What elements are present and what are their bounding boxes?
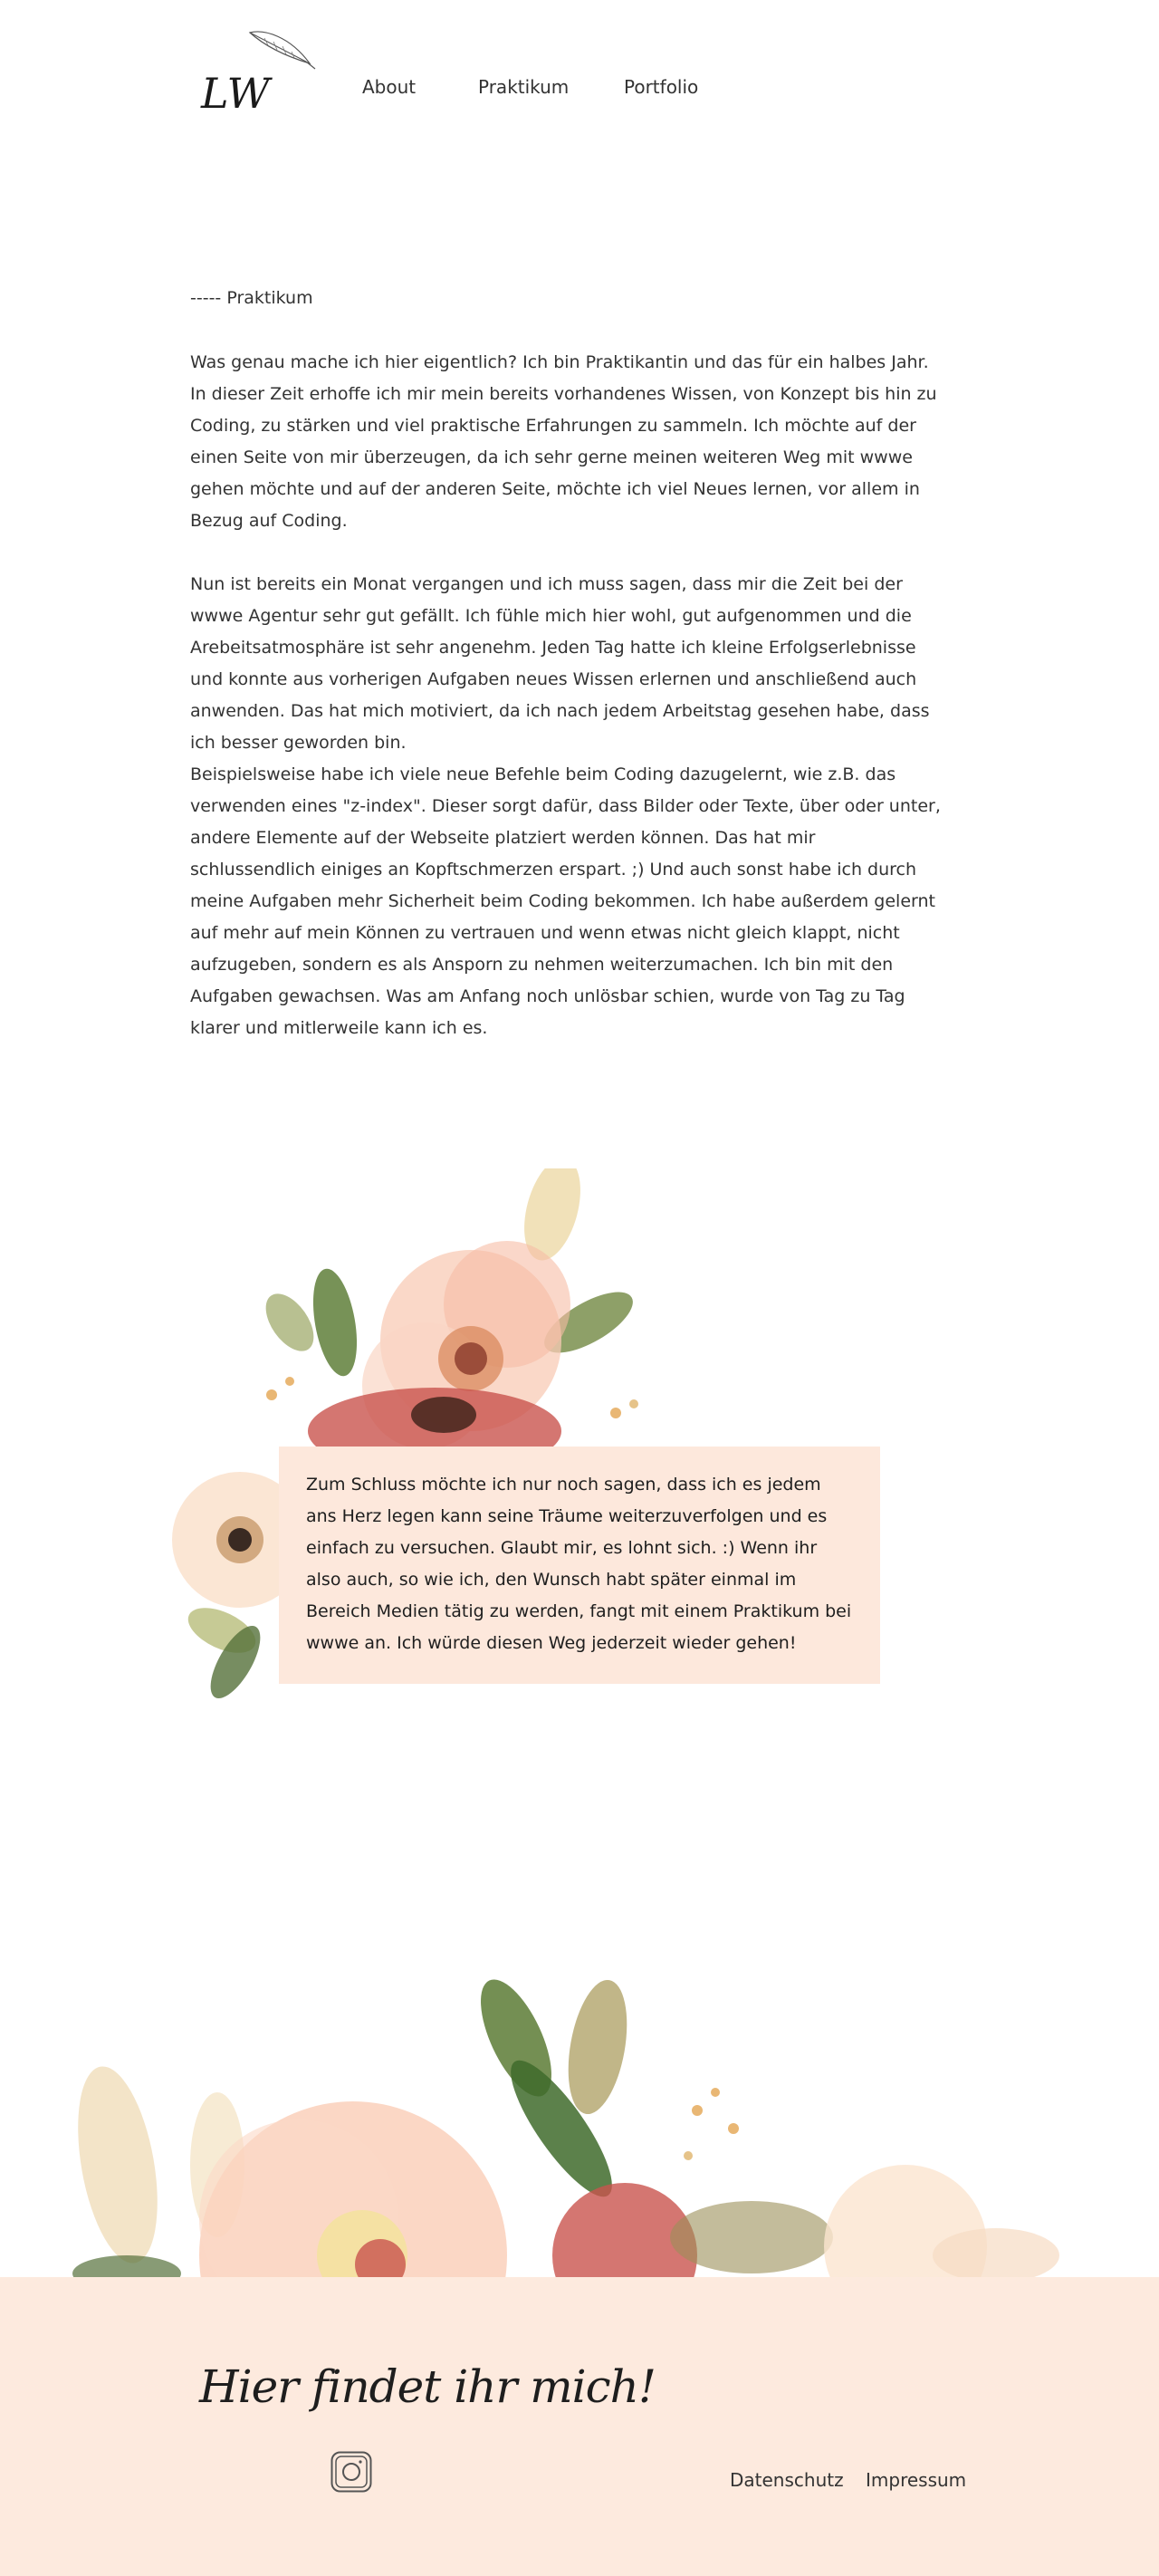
footer-title: Hier findet ihr mich! [199, 2360, 656, 2413]
logo-text: LW [201, 69, 272, 118]
experience-paragraph: Nun ist bereits ein Monat vergangen und ich muss sagen, dass mir die Zeit bei der wwwe Agentur sehr gut gefällt. Ich fühle mich hier wohl, gut aufgenommen und die Arebeitsatmosphäre ist sehr angenehm. Jeden Tag hatte ich kleine Erfolgserlebnisse und konnte aus vorherigen Aufgaben neues Wissen erlernen und anschließend auch anwenden. Das hat mich motiviert, da ich nach jedem Arbeitstag gesehen habe, dass ich besser geworden bin. [190, 574, 930, 753]
article [190, 283, 942, 1044]
site-header [0, 0, 1159, 127]
nav-item-about[interactable]: About [362, 76, 417, 98]
site-footer [0, 2277, 1159, 2576]
footer-link-datenschutz[interactable]: Datenschutz [730, 2469, 844, 2491]
learning-paragraph: Beispielsweise habe ich viele neue Befehle beim Coding dazugelernt, wie z.B. das verwenden eines "z-index". Dieser sorgt dafür, dass Bilder oder Texte, über oder unter, andere Elemente auf der Webseite platziert werden können. Das hat mir schlussendlich einiges an Kopftschmerzen erspart. ;) Und auch sonst habe ich durch meine Aufgaben mehr Sicherheit beim Coding bekommen. Ich habe außerdem gelernt auf mehr auf mein Können zu vertrauen und wenn etwas nicht gleich klappt, nicht aufzugeben, sondern es als Ansporn zu nehmen weiterzumachen. Ich bin mit den Aufgaben gewachsen. Was am Anfang noch unlösbar schien, wurde von Tag zu Tag klarer und mitlerweile kann ich es. [190, 764, 941, 1038]
feather-icon [246, 27, 319, 72]
site-logo[interactable] [196, 27, 322, 127]
watercolor-flowers-banner [0, 1947, 1159, 2277]
nav-item-portfolio[interactable]: Portfolio [624, 76, 699, 98]
closing-quote-text: Zum Schluss möchte ich nur noch sagen, dass ich es jedem ans Herz legen kann seine Träume weiterzuverfolgen und es einfach zu versuchen. Glaubt mir, es lohnt sich. :) Wenn ihr also auch, so wie ich, den Wunsch habt später einmal im Bereich Medien tätig zu werden, fangt mit einem Praktikum bei wwwe an. Ich würde diesen Weg jederzeit wieder gehen! [306, 1475, 852, 1653]
instagram-icon[interactable] [330, 2451, 372, 2493]
closing-quote-box [279, 1447, 880, 1684]
footer-link-impressum[interactable]: Impressum [866, 2469, 967, 2491]
intro-paragraph: Was genau mache ich hier eigentlich? Ich bin Praktikantin und das für ein halbes Jahr. In dieser Zeit erhoffe ich mir mein bereits vorhandenes Wissen, von Konzept bis hin zu Coding, zu stärken und viel praktische Erfahrungen zu sammeln. Ich möchte auf der einen Seite von mir überzeugen, da ich sehr gerne meinen weiteren Weg mit wwwe gehen möchte und auf der anderen Seite, möchte ich viel Neues lernen, vor allem in Bezug auf Coding. [190, 352, 937, 531]
section-label: ----- Praktikum [190, 288, 313, 308]
nav-item-praktikum[interactable]: Praktikum [478, 76, 570, 98]
